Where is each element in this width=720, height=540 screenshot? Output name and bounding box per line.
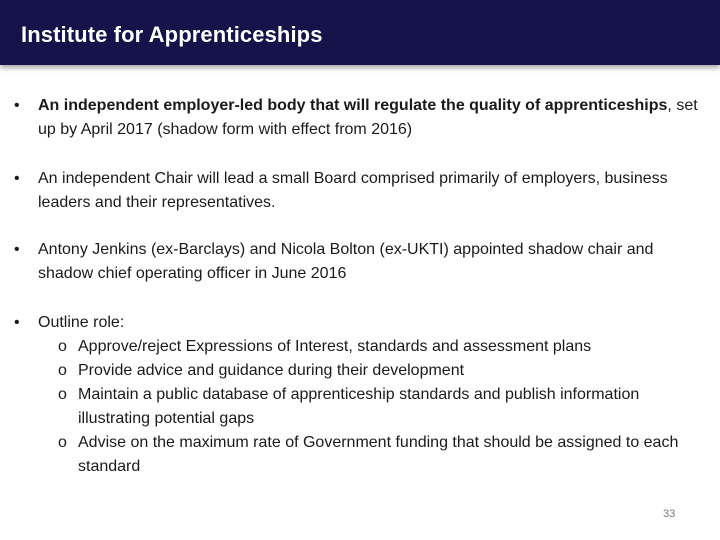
sub-list-text: Maintain a public database of apprenticeship standards and publish information illustrating potential gaps bbox=[78, 386, 640, 427]
sub-list-item bbox=[30, 359, 710, 383]
bullet-dot: • bbox=[14, 314, 20, 331]
page-number: 33 bbox=[663, 508, 676, 520]
sub-list-item bbox=[30, 335, 710, 359]
bullet-dot: • bbox=[14, 241, 20, 258]
sub-list-item bbox=[30, 383, 710, 431]
sub-list-text: Advise on the maximum rate of Government funding that should be assigned to each standard bbox=[78, 434, 679, 475]
sub-bullet-marker: o bbox=[58, 434, 67, 451]
sub-bullet-marker: o bbox=[58, 338, 67, 355]
bullet-text: Outline role: bbox=[38, 314, 125, 331]
sub-list-text: Approve/reject Expressions of Interest, standards and assessment plans bbox=[78, 338, 592, 355]
bullet-regular-text: , set up by April 2017 (shadow form with effect from 2016) bbox=[38, 97, 698, 138]
bullet-text bbox=[38, 94, 710, 142]
bullet-item bbox=[14, 311, 714, 335]
bullet-text: An independent Chair will lead a small Board comprised primarily of employers, business leaders and their representatives. bbox=[38, 170, 668, 211]
bullet-bold-text: An independent employer-led body that will regulate the quality of apprenticeships bbox=[38, 97, 668, 114]
sub-bullet-marker: o bbox=[58, 386, 67, 403]
bullet-item bbox=[14, 238, 714, 286]
bullet-dot: • bbox=[14, 97, 20, 114]
sub-list-text: Provide advice and guidance during their development bbox=[78, 362, 465, 379]
bullet-item bbox=[14, 94, 714, 142]
sub-list-item bbox=[30, 431, 710, 479]
bullet-dot: • bbox=[14, 170, 20, 187]
bullet-text: Antony Jenkins (ex-Barclays) and Nicola Bolton (ex-UKTI) appointed shadow chair and shadow chief operating officer in June 2016 bbox=[38, 241, 654, 282]
sub-bullet-marker: o bbox=[58, 362, 67, 379]
bullet-item bbox=[14, 167, 714, 215]
slide-title: Institute for Apprenticeships bbox=[21, 22, 323, 47]
